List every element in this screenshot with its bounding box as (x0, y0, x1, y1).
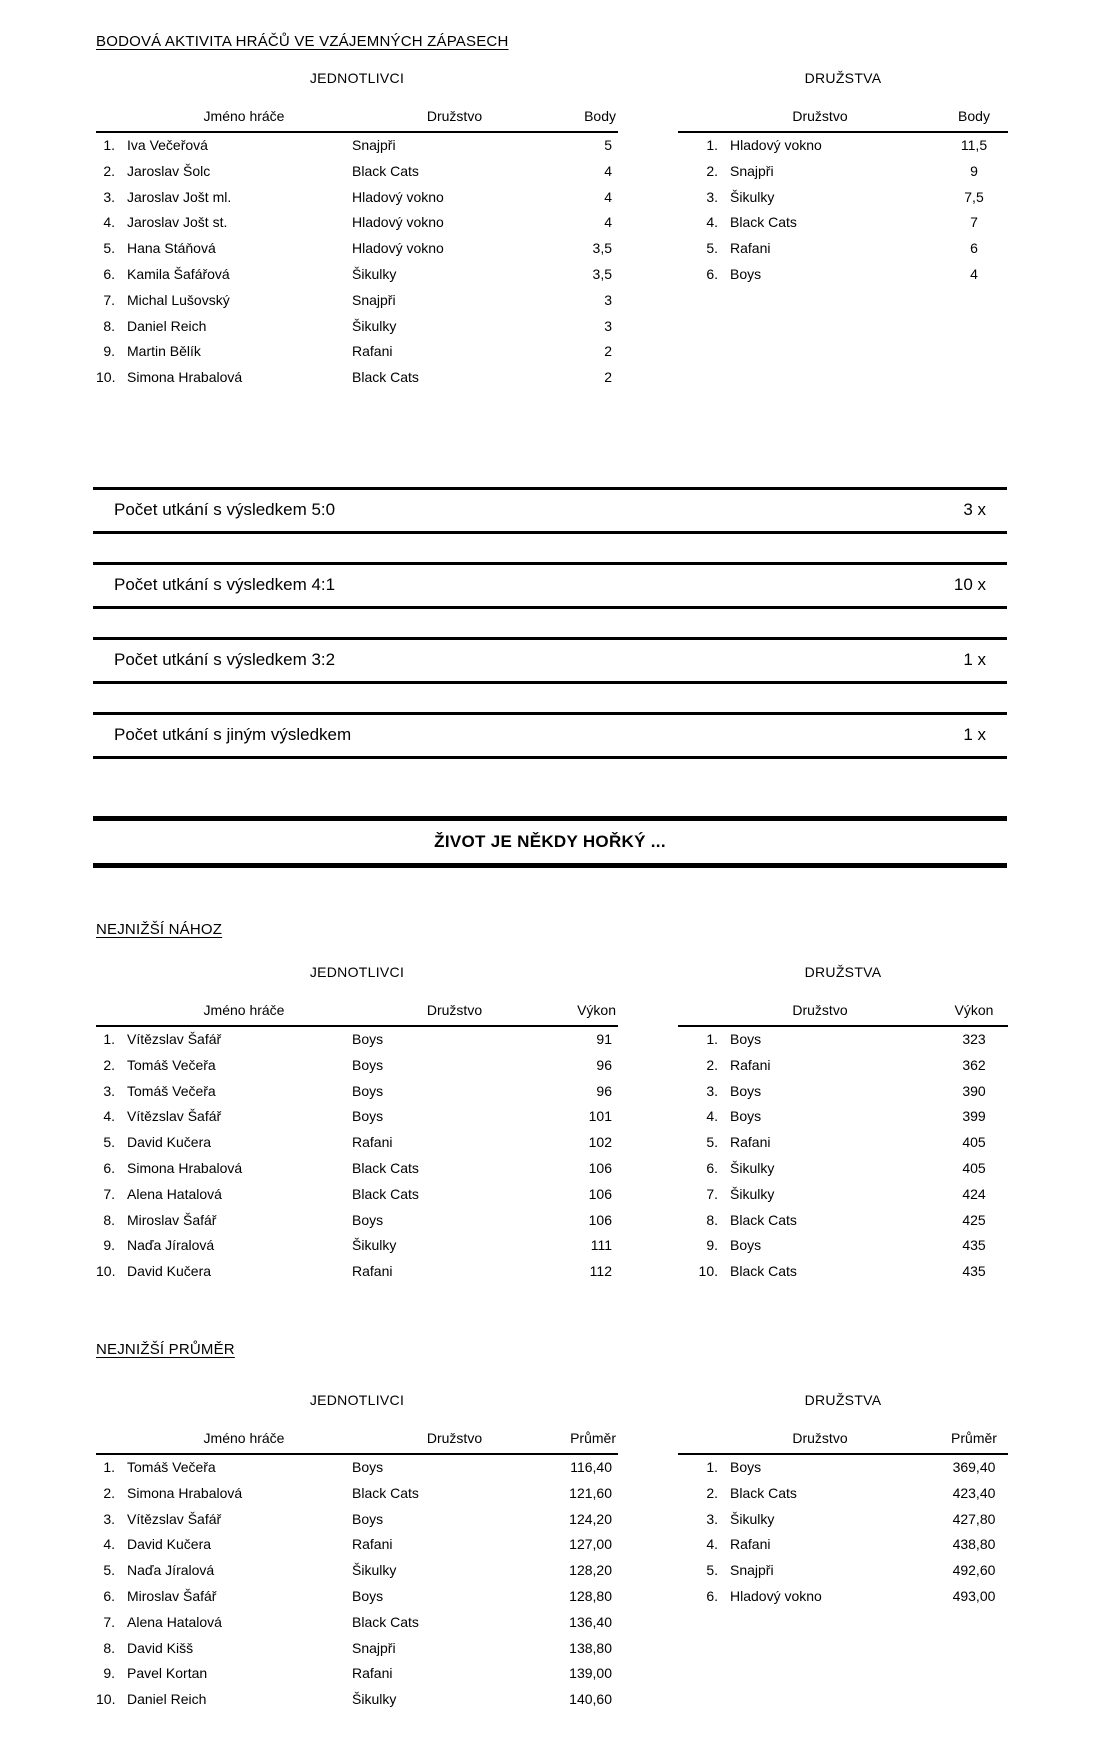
player-name-cell: David Kišš (127, 1639, 194, 1656)
rank-cell: 4. (706, 1108, 718, 1125)
value-cell: 3 (604, 317, 612, 334)
rank-cell: 10. (698, 1263, 718, 1280)
value-cell: 3,5 (592, 265, 612, 282)
team-cell: Rafani (352, 1134, 393, 1151)
team-cell: Snajpři (730, 1562, 774, 1579)
player-name-cell: Alena Hatalová (127, 1613, 222, 1630)
rank-cell: 6. (103, 265, 115, 282)
rank-cell: 8. (706, 1211, 718, 1228)
player-name-cell: Vítězslav Šafář (127, 1510, 222, 1527)
section-banner: ŽIVOT JE NĚKDY HOŘKÝ ... (93, 816, 1007, 868)
team-cell: Hladový vokno (730, 137, 822, 153)
match-count-value: 1 x (963, 725, 986, 745)
ranking-table (678, 1002, 1008, 1285)
value-cell: 323 (962, 1030, 986, 1047)
value-cell: 96 (596, 1082, 612, 1099)
team-cell: Black Cats (352, 1613, 419, 1630)
value-cell: 6 (970, 240, 978, 257)
rank-cell: 6. (706, 1159, 718, 1176)
rank-cell: 10. (96, 1691, 116, 1708)
player-name-cell: Hana Stáňová (127, 240, 216, 257)
player-name-cell: Kamila Šafářová (127, 265, 230, 282)
value-cell: 124,20 (569, 1510, 612, 1527)
team-cell: Boys (730, 1108, 762, 1125)
match-count-row (93, 637, 1007, 684)
value-cell: 5 (604, 137, 612, 153)
value-cell: 3 (604, 291, 612, 308)
value-cell: 362 (962, 1056, 986, 1073)
team-cell: Snajpři (352, 291, 396, 308)
value-cell: 128,20 (569, 1562, 612, 1579)
rank-cell: 1. (103, 1030, 115, 1047)
value-cell: 3,5 (592, 240, 612, 257)
lowest-average-individuals-table (96, 1392, 618, 1713)
lowest-average-heading: NEJNIŽŠÍ PRŮMĚR (96, 1340, 235, 1358)
player-name-cell: Jaroslav Jošt ml. (127, 188, 232, 205)
lowest-throw-teams-table (678, 964, 1008, 1285)
team-cell: Boys (352, 1082, 384, 1099)
value-cell: 369,40 (952, 1458, 996, 1475)
value-cell: 102 (588, 1134, 612, 1151)
value-cell: 139,00 (569, 1665, 612, 1682)
team-cell: Boys (352, 1458, 384, 1475)
column-header-value: Průměr (557, 1430, 618, 1455)
rank-cell: 4. (103, 1108, 115, 1125)
value-cell: 4 (604, 188, 612, 205)
player-name-cell: Alena Hatalová (127, 1185, 222, 1202)
rank-cell: 3. (706, 1082, 718, 1099)
lowest-average-section (96, 1392, 1008, 1713)
points-section (96, 70, 1008, 391)
rank-cell: 3. (706, 188, 718, 205)
team-cell: Šikulky (730, 1185, 775, 1202)
player-name-cell: Simona Hrabalová (127, 1484, 243, 1501)
player-name-cell: David Kučera (127, 1134, 212, 1151)
match-count-value: 3 x (963, 500, 986, 520)
match-count-value: 1 x (963, 650, 986, 670)
team-cell: Black Cats (730, 1263, 797, 1280)
column-header-team: Družstvo (678, 1002, 940, 1027)
player-name-cell: Miroslav Šafář (127, 1211, 217, 1228)
team-cell: Šikulky (730, 1510, 775, 1527)
team-cell: Black Cats (352, 369, 419, 386)
rank-cell: 9. (103, 343, 115, 360)
player-name-cell: Naďa Jíralová (127, 1237, 215, 1254)
value-cell: 9 (970, 162, 978, 179)
team-cell: Snajpři (730, 162, 774, 179)
team-cell: Boys (352, 1108, 384, 1125)
team-cell: Šikulky (352, 265, 397, 282)
value-cell: 112 (589, 1263, 612, 1280)
individuals-caption: JEDNOTLIVCI (309, 1391, 405, 1408)
column-header-team: Družstvo (352, 1430, 557, 1455)
column-header-value: Výkon (940, 1002, 1008, 1027)
rank-cell: 2. (706, 1056, 718, 1073)
match-count-row (93, 562, 1007, 609)
rank-cell: 3. (103, 1510, 115, 1527)
team-cell: Šikulky (352, 317, 397, 334)
lowest-throw-individuals-table (96, 964, 618, 1285)
rank-cell: 2. (706, 162, 718, 179)
team-cell: Šikulky (352, 1562, 397, 1579)
rank-cell: 9. (103, 1665, 115, 1682)
column-header-value: Výkon (557, 1002, 618, 1027)
rank-cell: 4. (706, 214, 718, 231)
column-header-team: Družstvo (678, 1430, 940, 1455)
rank-cell: 1. (706, 1030, 718, 1047)
rank-cell: 9. (706, 1237, 718, 1254)
value-cell: 127,00 (569, 1536, 612, 1553)
team-cell: Rafani (730, 240, 771, 257)
team-cell: Black Cats (352, 1484, 419, 1501)
match-count-row (93, 487, 1007, 534)
value-cell: 424 (962, 1185, 986, 1202)
value-cell: 128,80 (569, 1587, 612, 1604)
match-count-value: 10 x (953, 575, 986, 595)
value-cell: 492,60 (952, 1562, 996, 1579)
player-name-cell: Martin Bělík (127, 343, 201, 360)
team-cell: Rafani (352, 343, 393, 360)
value-cell: 101 (588, 1108, 612, 1125)
rank-cell: 7. (103, 1185, 115, 1202)
team-cell: Boys (352, 1056, 384, 1073)
player-name-cell: Jaroslav Šolc (127, 162, 211, 179)
player-name-cell: Simona Hrabalová (127, 369, 243, 386)
value-cell: 390 (962, 1082, 986, 1099)
rank-cell: 6. (103, 1159, 115, 1176)
teams-caption: DRUŽSTVA (804, 70, 882, 86)
value-cell: 2 (604, 369, 612, 386)
rank-cell: 6. (706, 265, 718, 282)
rank-cell: 5. (706, 1134, 718, 1151)
team-cell: Rafani (352, 1665, 393, 1682)
rank-cell: 5. (103, 1562, 115, 1579)
lowest-average-teams-table (678, 1392, 1008, 1610)
team-cell: Boys (352, 1030, 384, 1047)
ranking-table (678, 1430, 1008, 1610)
lowest-throw-section (96, 964, 1008, 1285)
player-name-cell: Naďa Jíralová (127, 1562, 215, 1579)
value-cell: 136,40 (569, 1613, 612, 1630)
value-cell: 11,5 (960, 137, 988, 153)
value-cell: 423,40 (952, 1484, 996, 1501)
team-cell: Hladový vokno (730, 1587, 822, 1604)
value-cell: 4 (604, 162, 612, 179)
match-count-row (93, 712, 1007, 759)
rank-cell: 4. (103, 1536, 115, 1553)
rank-cell: 9. (103, 1237, 115, 1254)
page-title: BODOVÁ AKTIVITA HRÁČŮ VE VZÁJEMNÝCH ZÁPASECH (96, 33, 509, 50)
team-cell: Boys (730, 1082, 762, 1099)
player-name-cell: Tomáš Večeřa (127, 1056, 216, 1073)
ranking-table (96, 108, 618, 391)
value-cell: 111 (590, 1237, 612, 1254)
match-count-label: Počet utkání s výsledkem 4:1 (114, 575, 336, 595)
value-cell: 91 (596, 1030, 612, 1047)
points-teams-table (678, 70, 1008, 288)
column-header-player: Jméno hráče (96, 1430, 352, 1455)
player-name-cell: Iva Večeřová (127, 137, 208, 153)
rank-cell: 10. (96, 369, 116, 386)
column-header-value: Body (940, 108, 1008, 133)
team-cell: Rafani (730, 1536, 771, 1553)
match-count-bars (93, 487, 1007, 759)
rank-cell: 10. (96, 1263, 116, 1280)
value-cell: 106 (588, 1159, 612, 1176)
ranking-table (96, 1002, 618, 1285)
player-name-cell: Michal Lušovský (127, 291, 230, 308)
column-header-team: Družstvo (352, 1002, 557, 1027)
value-cell: 4 (604, 214, 612, 231)
team-cell: Boys (730, 1030, 762, 1047)
value-cell: 96 (596, 1056, 612, 1073)
ranking-table (96, 1430, 618, 1713)
value-cell: 399 (962, 1108, 986, 1125)
column-header-value: Průměr (940, 1430, 1008, 1455)
value-cell: 138,80 (569, 1639, 612, 1656)
value-cell: 405 (962, 1134, 986, 1151)
team-cell: Rafani (352, 1263, 393, 1280)
team-cell: Boys (352, 1211, 384, 1228)
rank-cell: 1. (103, 137, 115, 153)
rank-cell: 5. (103, 240, 115, 257)
team-cell: Black Cats (352, 162, 419, 179)
rank-cell: 5. (706, 1562, 718, 1579)
value-cell: 438,80 (952, 1536, 996, 1553)
value-cell: 121,60 (569, 1484, 612, 1501)
player-name-cell: Daniel Reich (127, 317, 207, 334)
rank-cell: 1. (706, 137, 718, 153)
team-cell: Black Cats (352, 1159, 419, 1176)
rank-cell: 1. (706, 1458, 718, 1475)
team-cell: Šikulky (730, 1159, 775, 1176)
rank-cell: 4. (103, 214, 115, 231)
rank-cell: 6. (103, 1587, 115, 1604)
points-individuals-table (96, 70, 618, 391)
rank-cell: 7. (706, 1185, 718, 1202)
player-name-cell: Daniel Reich (127, 1691, 207, 1708)
value-cell: 425 (962, 1211, 986, 1228)
column-header-team: Družstvo (678, 108, 940, 133)
player-name-cell: Tomáš Večeřa (127, 1082, 216, 1099)
value-cell: 106 (588, 1211, 612, 1228)
rank-cell: 2. (103, 1484, 115, 1501)
lowest-throw-heading: NEJNIŽŠÍ NÁHOZ (96, 920, 223, 938)
team-cell: Boys (730, 1458, 762, 1475)
value-cell: 435 (962, 1237, 986, 1254)
rank-cell: 2. (103, 1056, 115, 1073)
value-cell: 2 (604, 343, 612, 360)
teams-caption: DRUŽSTVA (804, 1391, 882, 1408)
individuals-caption: JEDNOTLIVCI (309, 963, 405, 980)
value-cell: 7,5 (964, 188, 984, 205)
team-cell: Black Cats (730, 1484, 797, 1501)
rank-cell: 4. (706, 1536, 718, 1553)
team-cell: Snajpři (352, 137, 396, 153)
team-cell: Black Cats (730, 214, 797, 231)
rank-cell: 8. (103, 1639, 115, 1656)
team-cell: Hladový vokno (352, 240, 444, 257)
team-cell: Rafani (730, 1134, 771, 1151)
column-header-player: Jméno hráče (96, 108, 352, 133)
column-header-player: Jméno hráče (96, 1002, 352, 1027)
rank-cell: 2. (103, 162, 115, 179)
player-name-cell: David Kučera (127, 1263, 212, 1280)
team-cell: Boys (730, 265, 762, 282)
team-cell: Hladový vokno (352, 214, 444, 231)
player-name-cell: Jaroslav Jošt st. (127, 214, 228, 231)
rank-cell: 3. (103, 1082, 115, 1099)
individuals-caption: JEDNOTLIVCI (309, 70, 405, 86)
rank-cell: 5. (103, 1134, 115, 1151)
team-cell: Boys (352, 1587, 384, 1604)
value-cell: 493,00 (952, 1587, 996, 1604)
column-header-team: Družstvo (352, 108, 557, 133)
value-cell: 405 (962, 1159, 986, 1176)
value-cell: 116,40 (570, 1458, 612, 1475)
rank-cell: 7. (103, 291, 115, 308)
value-cell: 427,80 (952, 1510, 996, 1527)
player-name-cell: Miroslav Šafář (127, 1587, 217, 1604)
teams-caption: DRUŽSTVA (804, 963, 882, 980)
team-cell: Boys (730, 1237, 762, 1254)
value-cell: 7 (970, 214, 978, 231)
team-cell: Šikulky (352, 1237, 397, 1254)
match-count-label: Počet utkání s výsledkem 5:0 (114, 500, 336, 520)
match-count-label: Počet utkání s jiným výsledkem (114, 725, 352, 745)
ranking-table (678, 108, 1008, 288)
rank-cell: 8. (103, 1211, 115, 1228)
value-cell: 435 (962, 1263, 986, 1280)
player-name-cell: Pavel Kortan (127, 1665, 208, 1682)
column-header-value: Body (557, 108, 618, 133)
team-cell: Black Cats (730, 1211, 797, 1228)
player-name-cell: Tomáš Večeřa (127, 1458, 216, 1475)
rank-cell: 7. (103, 1613, 115, 1630)
player-name-cell: David Kučera (127, 1536, 212, 1553)
team-cell: Šikulky (730, 188, 775, 205)
team-cell: Hladový vokno (352, 188, 444, 205)
team-cell: Rafani (730, 1056, 771, 1073)
team-cell: Black Cats (352, 1185, 419, 1202)
team-cell: Boys (352, 1510, 384, 1527)
team-cell: Snajpři (352, 1639, 396, 1656)
player-name-cell: Vítězslav Šafář (127, 1108, 222, 1125)
rank-cell: 3. (103, 188, 115, 205)
value-cell: 140,60 (569, 1691, 612, 1708)
player-name-cell: Simona Hrabalová (127, 1159, 243, 1176)
rank-cell: 1. (103, 1458, 115, 1475)
rank-cell: 5. (706, 240, 718, 257)
rank-cell: 6. (706, 1587, 718, 1604)
team-cell: Šikulky (352, 1691, 397, 1708)
match-count-label: Počet utkání s výsledkem 3:2 (114, 650, 336, 670)
team-cell: Rafani (352, 1536, 393, 1553)
rank-cell: 8. (103, 317, 115, 334)
rank-cell: 2. (706, 1484, 718, 1501)
rank-cell: 3. (706, 1510, 718, 1527)
value-cell: 106 (588, 1185, 612, 1202)
player-name-cell: Vítězslav Šafář (127, 1030, 222, 1047)
value-cell: 4 (970, 265, 978, 282)
